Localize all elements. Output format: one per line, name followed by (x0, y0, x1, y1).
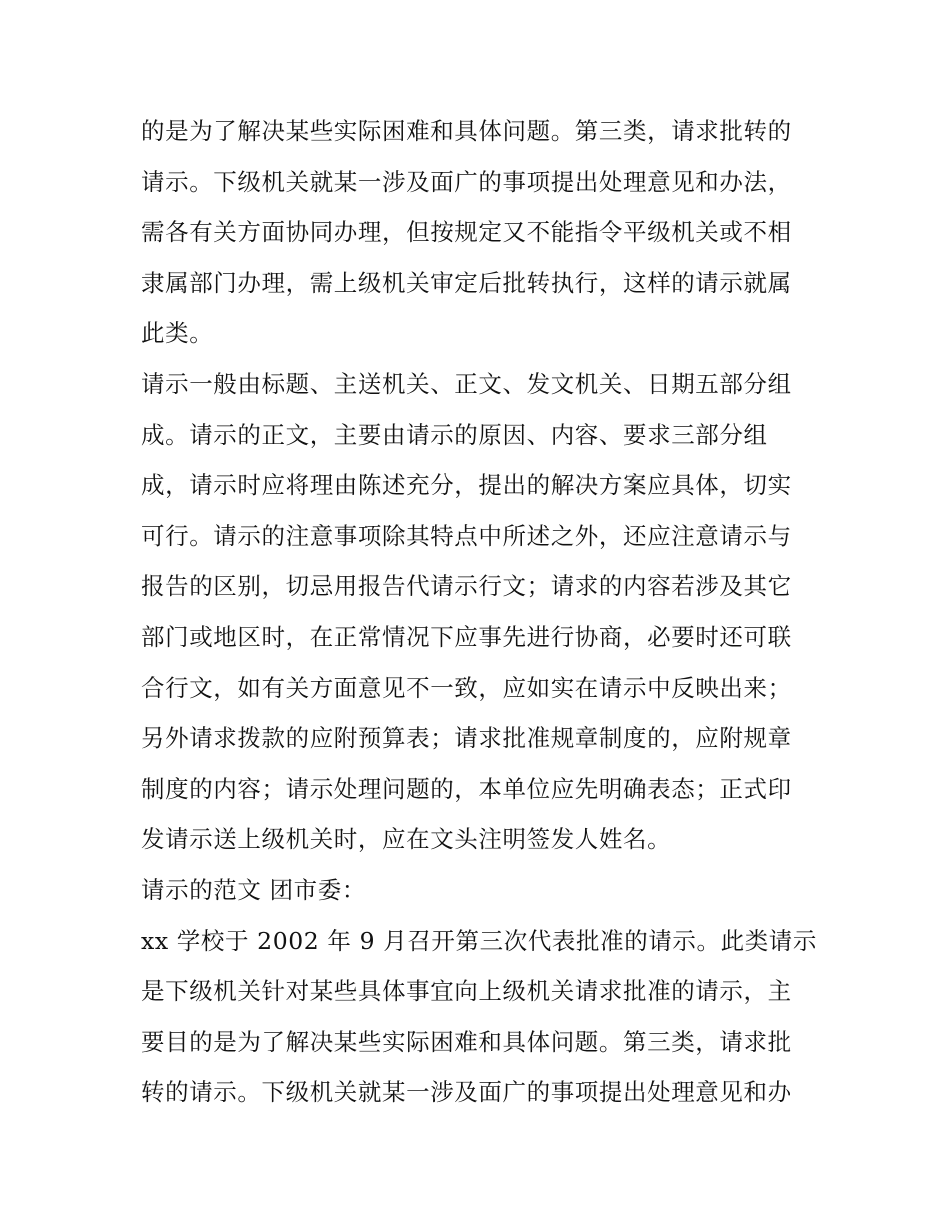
text-line: 可行。请示的注意事项除其特点中所述之外，还应注意请示与 (141, 521, 792, 550)
text-line: 请示一般由标题、主送机关、正文、发文机关、日期五部分组 (141, 369, 792, 398)
text-line: 合行文，如有关方面意见不一致，应如实在请示中反映出来； (141, 673, 792, 702)
text-line: 发请示送上级机关时，应在文头注明签发人姓名。 (141, 825, 672, 854)
text-line: 成，请示时应将理由陈述充分，提出的解决方案应具体，切实 (141, 471, 792, 500)
text-line: 另外请求拨款的应附预算表；请求批准规章制度的，应附规章 (141, 724, 792, 753)
text-line: 的是为了解决某些实际困难和具体问题。第三类，请求批转的 (141, 117, 792, 145)
text-line: 报告的区别，切忌用报告代请示行文；请求的内容若涉及其它 (141, 572, 792, 601)
text-line: 成。请示的正文，主要由请示的原因、内容、要求三部分组 (141, 420, 768, 449)
text-line: 请示的范文 团市委： (141, 875, 366, 904)
text-line: 制度的内容；请示处理问题的，本单位应先明确表态；正式印 (141, 774, 792, 803)
text-line: 请示。下级机关就某一涉及面广的事项提出处理意见和办法， (141, 167, 792, 196)
document-body-text (141, 106, 818, 1118)
text-line: 需各有关方面协同办理，但按规定又不能指令平级机关或不相 (141, 218, 792, 247)
text-line: 隶属部门办理，需上级机关审定后批转执行，这样的请示就属 (141, 268, 792, 297)
text-line: 此类。 (141, 319, 214, 348)
text-line: 部门或地区时，在正常情况下应事先进行协商，必要时还可联 (141, 622, 792, 651)
text-line: 转的请示。下级机关就某一涉及面广的事项提出处理意见和办 (141, 1078, 792, 1107)
text-line: 要目的是为了解决某些实际困难和具体问题。第三类，请求批 (141, 1027, 792, 1056)
text-line: xx 学校于 2002 年 9 月召开第三次代表批准的请示。此类请示 (141, 926, 818, 955)
text-line: 是下级机关针对某些具体事宜向上级机关请求批准的请示，主 (141, 977, 792, 1006)
